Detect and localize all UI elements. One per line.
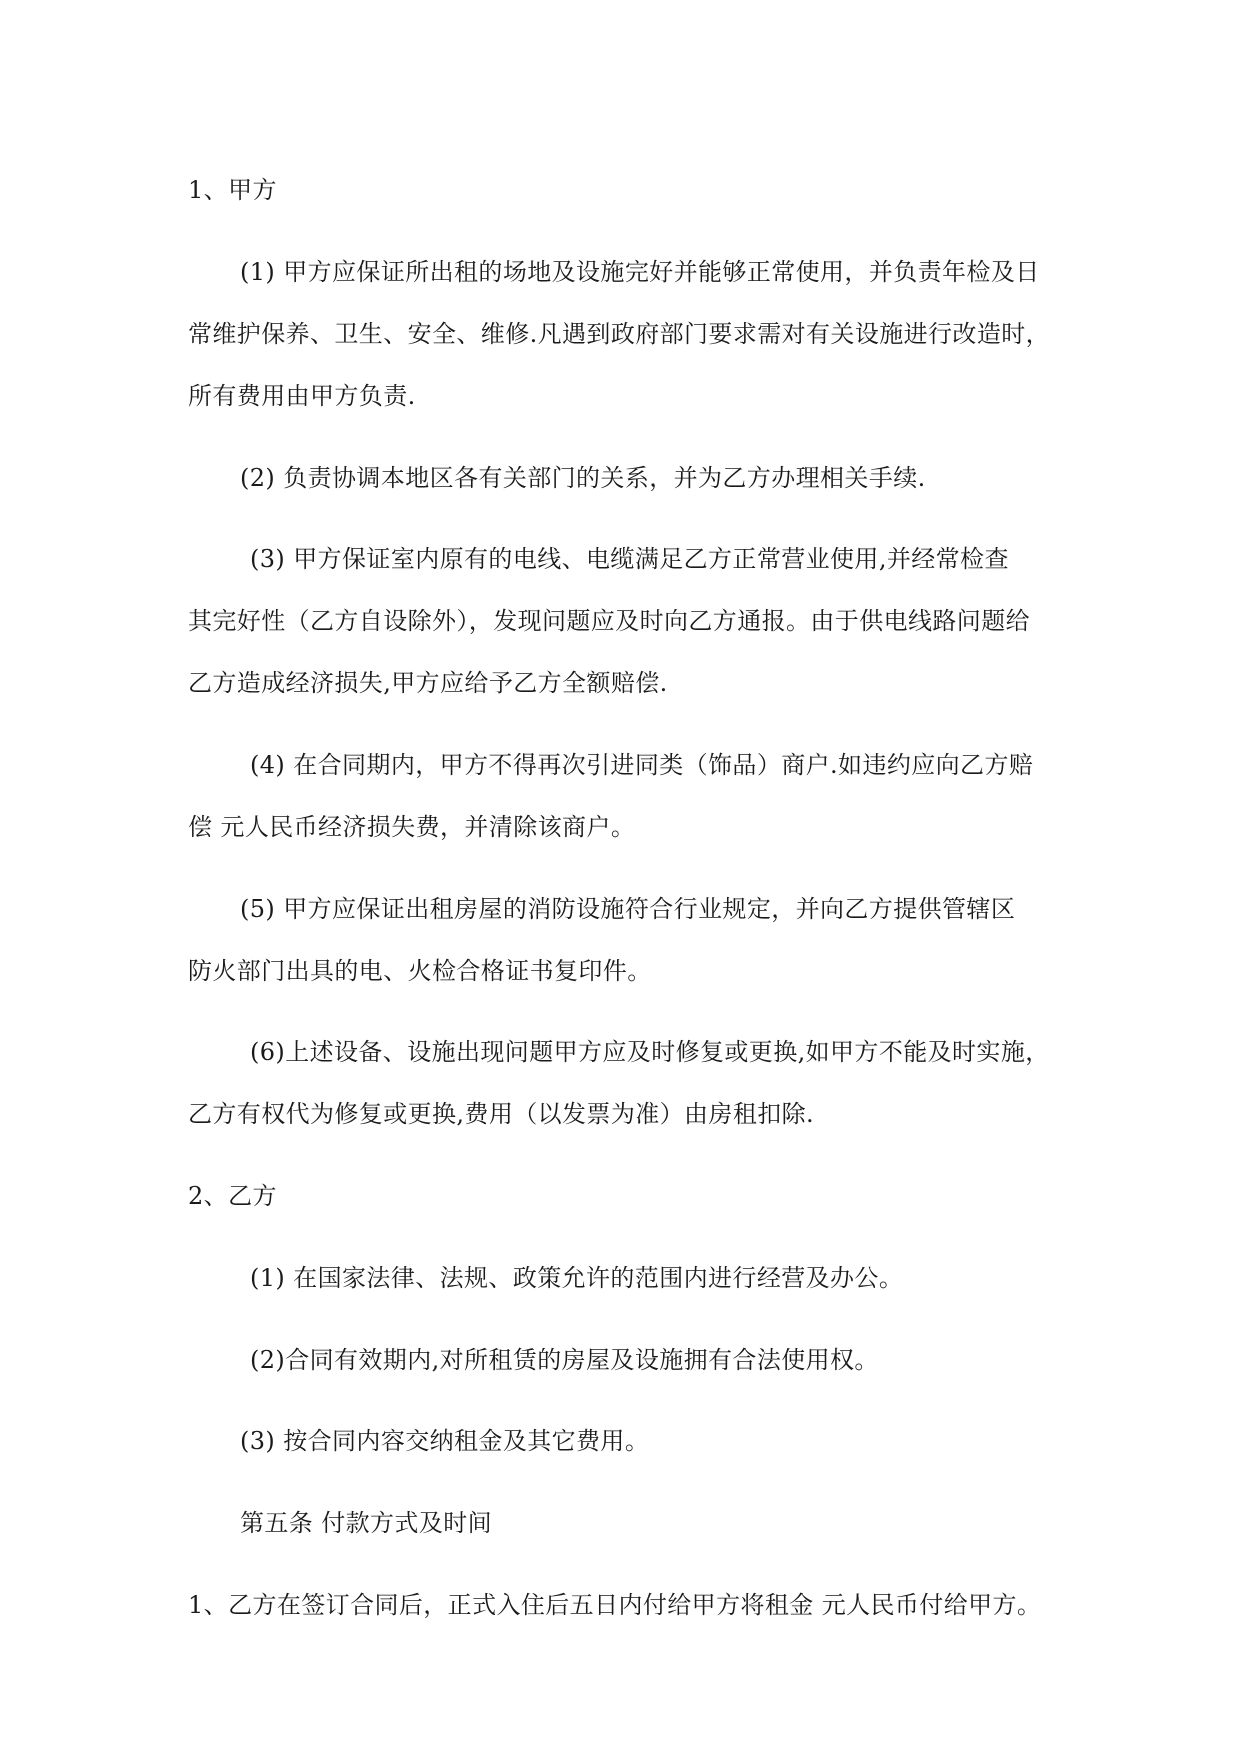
article-5-heading: 第五条 付款方式及时间 (240, 1509, 493, 1537)
clause-a3-line-2: 其完好性（乙方自设除外），发现问题应及时向乙方通报。由于供电线路问题给 (188, 607, 1030, 635)
clause-a6-line-2: 乙方有权代为修复或更换,费用（以发票为准）由房租扣除. (188, 1100, 815, 1128)
clause-a3-line-1: (3) 甲方保证室内原有的电线、电缆满足乙方正常营业使用,并经常检查 (250, 545, 1009, 573)
article-5-clause-1: 1、乙方在签订合同后，正式入住后五日内付给甲方将租金 元人民币付给甲方。 (188, 1591, 1042, 1619)
section-heading-party-b: 2、乙方 (188, 1182, 277, 1210)
clause-a1-line-2: 常维护保养、卫生、安全、维修.凡遇到政府部门要求需对有关设施进行改造时， (188, 320, 1051, 348)
clause-a4-line-2: 偿 元人民币经济损失费，并清除该商户。 (188, 813, 636, 841)
clause-b2: (2)合同有效期内,对所租赁的房屋及设施拥有合法使用权。 (250, 1346, 879, 1374)
clause-a5-line-1: (5) 甲方应保证出租房屋的消防设施符合行业规定，并向乙方提供管辖区 (240, 895, 1016, 923)
section-heading-party-a: 1、甲方 (188, 176, 277, 204)
clause-a3-line-3: 乙方造成经济损失,甲方应给予乙方全额赔偿. (188, 669, 668, 697)
clause-b1: (1) 在国家法律、法规、政策允许的范围内进行经营及办公。 (250, 1264, 904, 1292)
clause-a4-line-1: (4) 在合同期内，甲方不得再次引进同类（饰品）商户.如违约应向乙方赔 (250, 751, 1034, 779)
clause-a1-line-3: 所有费用由甲方负责. (188, 382, 416, 410)
clause-a5-line-2: 防火部门出具的电、火检合格证书复印件。 (188, 957, 652, 985)
clause-a6-line-1: (6)上述设备、设施出现问题甲方应及时修复或更换,如甲方不能及时实施， (250, 1038, 1050, 1066)
clause-a2: (2) 负责协调本地区各有关部门的关系，并为乙方办理相关手续. (240, 464, 926, 492)
clause-b3: (3) 按合同内容交纳租金及其它费用。 (240, 1427, 650, 1455)
clause-a1-line-1: (1) 甲方应保证所出租的场地及设施完好并能够正常使用，并负责年检及日 (240, 258, 1040, 286)
